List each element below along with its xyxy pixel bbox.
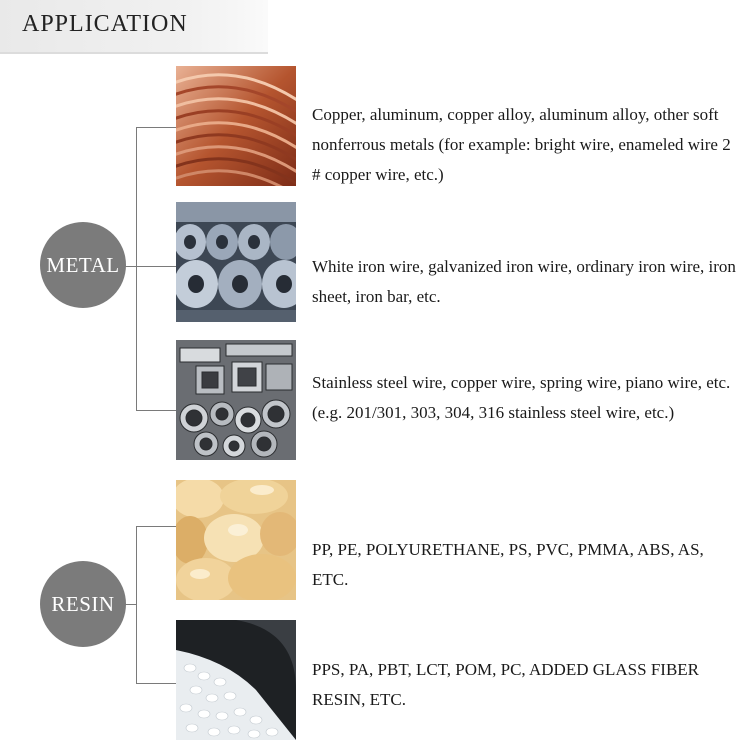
resin-1-description: PP, PE, POLYURETHANE, PS, PVC, PMMA, ABS, AS, ETC. bbox=[312, 540, 704, 589]
resin-group-badge bbox=[40, 561, 126, 647]
metal-middle-connector bbox=[136, 266, 176, 267]
resin-2-description: PPS, PA, PBT, LCT, POM, PC, ADDED GLASS FIBER RESIN, ETC. bbox=[312, 660, 700, 709]
steel-pipes-image bbox=[176, 340, 296, 460]
copper-description: Copper, aluminum, copper alloy, aluminum alloy, other soft nonferrous metals (for example: bright wire, enameled wire 2 # copper wire, etc.) bbox=[312, 105, 731, 184]
stainless-description: Stainless steel wire, copper wire, spring wire, piano wire, etc. (e.g. 201/301, 303, 304, 316 stainless steel wire, etc.) bbox=[312, 373, 731, 422]
metal-group-badge bbox=[40, 222, 126, 308]
page-title: APPLICATION bbox=[22, 11, 188, 37]
iron-description: White iron wire, galvanized iron wire, ordinary iron wire, iron sheet, iron bar, etc. bbox=[312, 257, 736, 306]
plastic-pellets-image bbox=[176, 620, 296, 740]
header-banner bbox=[0, 0, 268, 54]
steel-coils-image bbox=[176, 202, 296, 322]
metal-bracket bbox=[136, 127, 177, 411]
resin-bracket bbox=[136, 526, 177, 684]
resin-lumps-image bbox=[176, 480, 296, 600]
resin-group-label: RESIN bbox=[51, 591, 115, 616]
copper-wire-image bbox=[176, 66, 296, 186]
metal-group-label: METAL bbox=[46, 252, 120, 277]
